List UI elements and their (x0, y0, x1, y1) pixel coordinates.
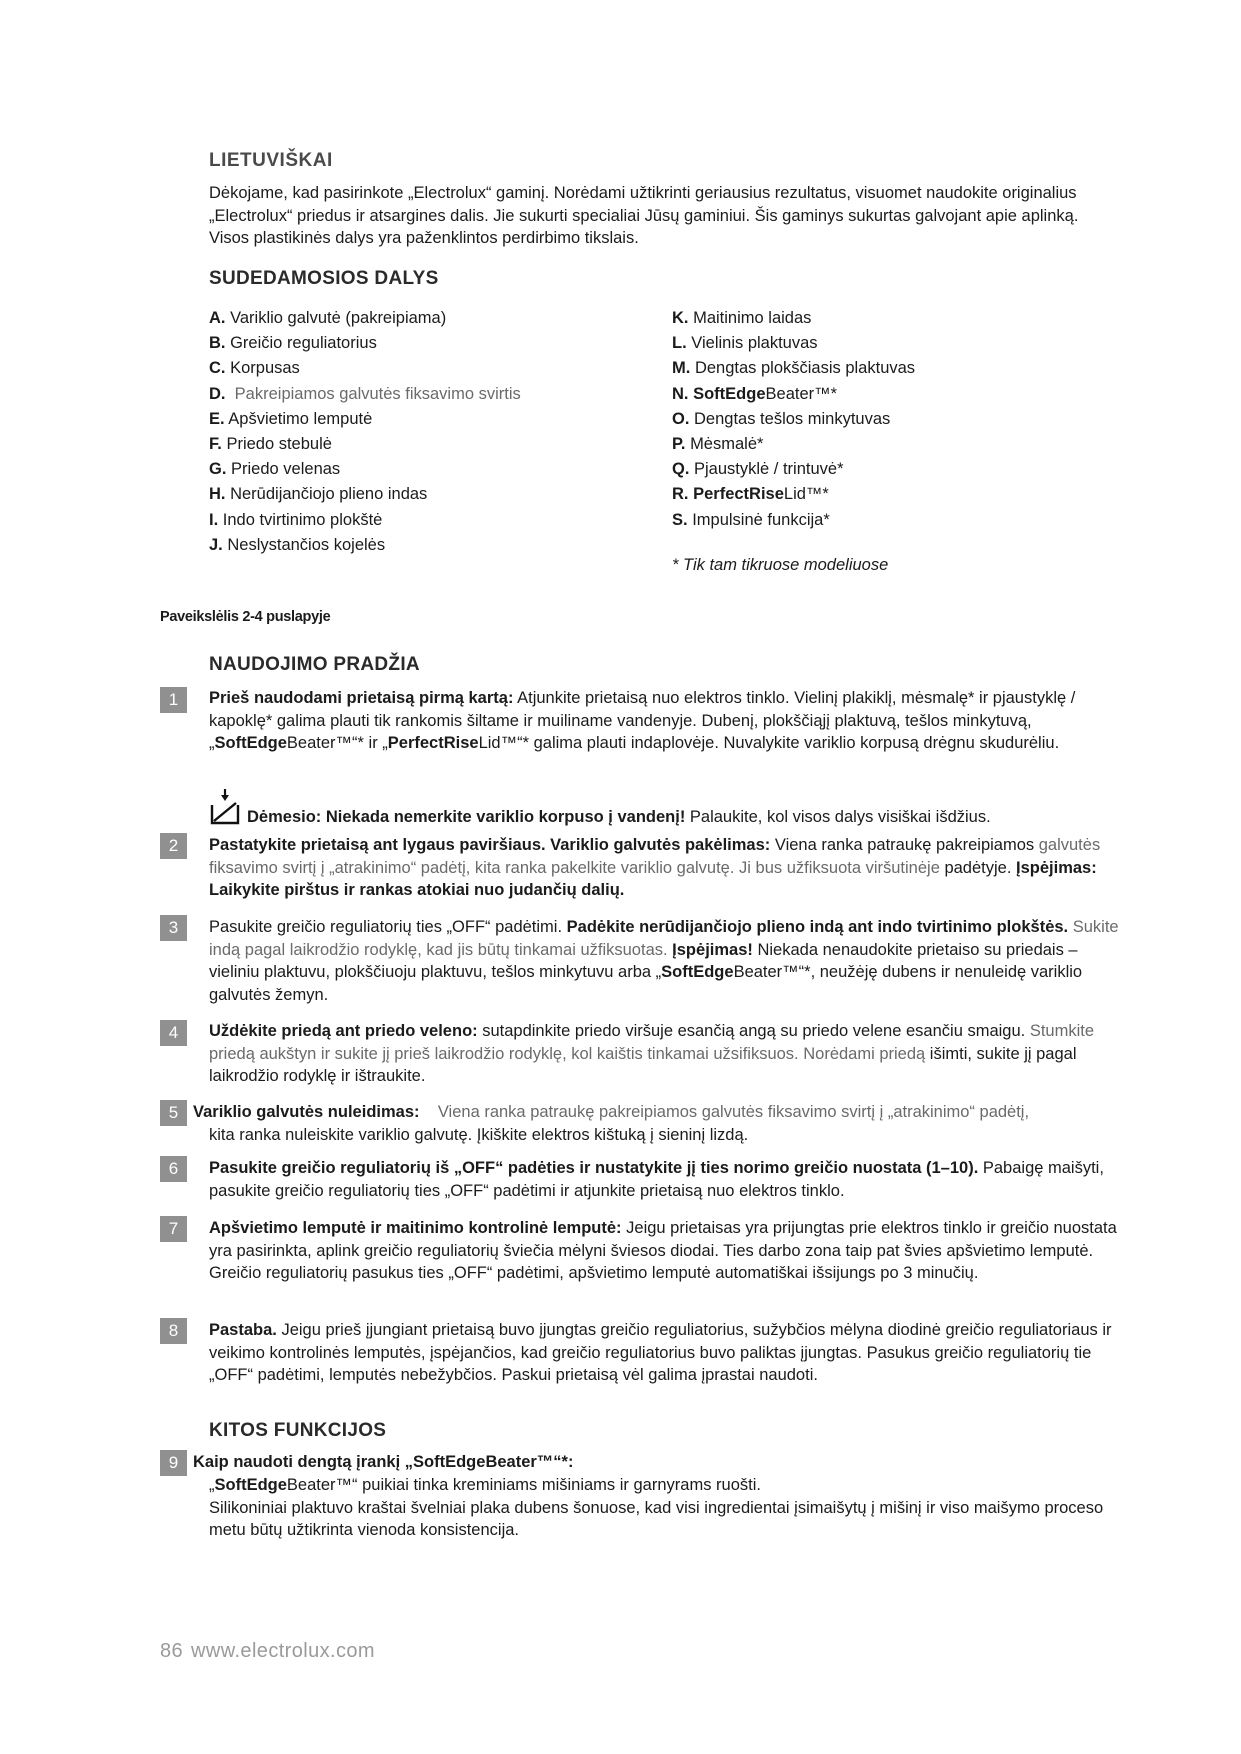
usage-heading: NAUDOJIMO PRADŽIA (209, 654, 420, 675)
step-1-text: Prieš naudodami prietaisą pirmą kartą: Atjunkite prietaisą nuo elektros tinklo. Vielinį plakiklį, mėsmalę* ir pjaustyklę / kapoklę* galima plauti tik rankomis šiltame ir muiliname vandenyje. Dubenį, plokščiąjį plaktuvą, tešlos minkytuvą, „SoftEdgeBeater™“* ir „PerfectRiseLid™“* galima plauti indaplovėje. Nuvalykite variklio korpusą drėgnu skudurėliu. (209, 689, 1076, 752)
page-number: 86 (160, 1640, 184, 1662)
step-number-badge: 7 (160, 1216, 187, 1242)
language-title: LIETUVIŠKAI (209, 150, 333, 171)
part-item: E. Apšvietimo lemputė (209, 409, 373, 428)
part-item: D. Pakreipiamos galvutės fiksavimo svirtis (209, 384, 521, 403)
step-7-text: Apšvietimo lemputė ir maitinimo kontrolinė lemputė: Jeigu prietaisas yra prijungtas prie elektros tinklo ir greičio nuostata yra pasirinkta, aplink greičio reguliatorių šviečia mėlyni šviesos diodai. Ties darbo zona taip pat švies apšvietimo lemputė. Greičio reguliatorių pasukus ties „OFF“ padėtimi, apšvietimo lemputė automatiškai išsijungs po 3 minučių. (209, 1219, 1117, 1282)
step-9-heading: Kaip naudoti dengtą įrankį „SoftEdgeBeater™“*: (193, 1453, 574, 1471)
parts-heading: SUDEDAMOSIOS DALYS (209, 268, 439, 289)
part-item: G. Priedo velenas (209, 460, 341, 479)
step-2-text: Pastatykite prietaisą ant lygaus paviršiaus. Variklio galvutės pakėlimas: Viena ranka patraukę pakreipiamos galvutės fiksavimo svirtį į „atrakinimo“ padėtį, kita ranka pakelkite variklio galvutę. Ji bus užfiksuota viršutinėje padėtyje. Įspėjimas: Laikykite pirštus ir rankas atokiai nuo judančių dalių. (209, 836, 1101, 899)
parts-list-right (672, 306, 915, 533)
step-number-badge: 3 (160, 915, 187, 941)
step-number-badge: 8 (160, 1318, 187, 1344)
step-number-badge: 1 (160, 687, 187, 713)
step-number-badge: 9 (160, 1450, 187, 1476)
part-item: A. Variklio galvutė (pakreipiama) (209, 309, 447, 327)
part-item: N. SoftEdgeBeater™* (672, 384, 838, 403)
step-6-text: Pasukite greičio reguliatorių iš „OFF“ padėties ir nustatykite jį ties norimo greičio nuostata (1–10). Pabaigę maišyti, pasukite greičio reguliatorių ties „OFF“ padėtimi ir atjunkite prietaisą nuo elektros tinklo. (209, 1159, 1104, 1200)
part-item: K. Maitinimo laidas (672, 309, 812, 327)
footer-url[interactable]: www.electrolux.com (191, 1640, 375, 1662)
part-item: O. Dengtas tešlos minkytuvas (672, 409, 891, 428)
step-number-badge: 2 (160, 833, 187, 859)
step-number-badge: 5 (160, 1100, 187, 1126)
part-item: J. Neslystančios kojelės (209, 535, 386, 554)
part-item: C. Korpusas (209, 359, 300, 378)
figure-reference: Paveikslėlis 2-4 puslapyje (160, 609, 331, 625)
step-number-badge: 4 (160, 1020, 187, 1046)
part-item: P. Mėsmalė* (672, 435, 764, 454)
step-number-badge: 6 (160, 1156, 187, 1182)
part-item: I. Indo tvirtinimo plokštė (209, 510, 383, 529)
part-item: L. Vielinis plaktuvas (672, 334, 818, 353)
step-4-text: Uždėkite priedą ant priedo veleno: sutapdinkite priedo viršuje esančią angą su priedo velene esančiu smaigu. Stumkite priedą aukštyn ir sukite jį prieš laikrodžio rodyklę, kol kaištis tinkamai užsifiksuos. Norėdami priedą išimti, sukite jį pagal laikrodžio rodyklę ir ištraukite. (209, 1022, 1094, 1085)
step-3-text: Pasukite greičio reguliatorių ties „OFF“ padėtimi. Padėkite nerūdijančiojo plieno indą ant indo tvirtinimo plokštės. Sukite indą pagal laikrodžio rodyklę, kad jis būtų tinkamai užfiksuotas. Įspėjimas! Niekada nenaudokite prietaiso su priedais – vieliniu plaktuvu, plokščiuoju plaktuvu, tešlos minkytuvu arba „SoftEdgeBeater™“*, neužėję dubens ir nenuleidę variklio galvutės žemyn. (209, 918, 1119, 1004)
no-water-immersion-icon (209, 788, 241, 826)
part-item: Q. Pjaustyklė / trintuvė* (672, 460, 844, 479)
part-item: M. Dengtas plokščiasis plaktuvas (672, 359, 916, 378)
step-8-text: Pastaba. Jeigu prieš įjungiant prietaisą buvo įjungtas greičio reguliatorius, sužybčios mėlyna diodinė greičio reguliatoriaus ir veikimo kontrolinės lemputės, įspėjančios, kad greičio reguliatorius buvo paliktas įjungtas. Pasukus greičio reguliatorių tie „OFF“ padėtimi, lemputės nebežybčios. Paskui prietaisą vėl galima įprastai naudoti. (209, 1321, 1112, 1384)
parts-list-left (209, 306, 521, 558)
warning-text: Dėmesio: Niekada nemerkite variklio korpuso į vandenį! Palaukite, kol visos dalys visiškai išdžius. (247, 808, 991, 826)
other-functions-heading: KITOS FUNKCIJOS (209, 1420, 387, 1441)
part-item: F. Priedo stebulė (209, 435, 332, 454)
intro-paragraph: Dėkojame, kad pasirinkote „Electrolux“ gaminį. Norėdami užtikrinti geriausius rezultatus, visuomet naudokite originalius „Electrolux“ priedus ir atsargines dalis. Jie sukurti specialiai Jūsų gaminiui. Šis gaminys sukurtas galvojant apie aplinką. Visos plastikinės dalys yra paženklintos perdirbimo tikslais. (209, 184, 1079, 247)
parts-footnote: * Tik tam tikruose modeliuose (672, 556, 889, 574)
part-item: H. Nerūdijančiojo plieno indas (209, 485, 428, 504)
part-item: B. Greičio reguliatorius (209, 334, 377, 353)
part-item: S. Impulsinė funkcija* (672, 510, 830, 529)
step-9-text: „SoftEdgeBeater™“ puikiai tinka kreminiams mišiniams ir garnyrams ruošti. Silikoniniai plaktuvo kraštai švelniai plaka dubens šonuose, kad visi ingredientai įsimaišytų į mišinį ir viso maišymo proceso metu būtų užtikrinta vienoda konsistencija. (209, 1476, 1104, 1539)
part-item: R. PerfectRiseLid™* (672, 485, 829, 504)
step-5-text: Variklio galvutės nuleidimas: Viena ranka patraukę pakreipiamos galvutės fiksavimo svirtį į „atrakinimo“ padėtį, kita ranka nuleiskite variklio galvutę. Įkiškite elektros kištuką į sieninį lizdą. (193, 1103, 1030, 1144)
page-footer (160, 1640, 375, 1663)
